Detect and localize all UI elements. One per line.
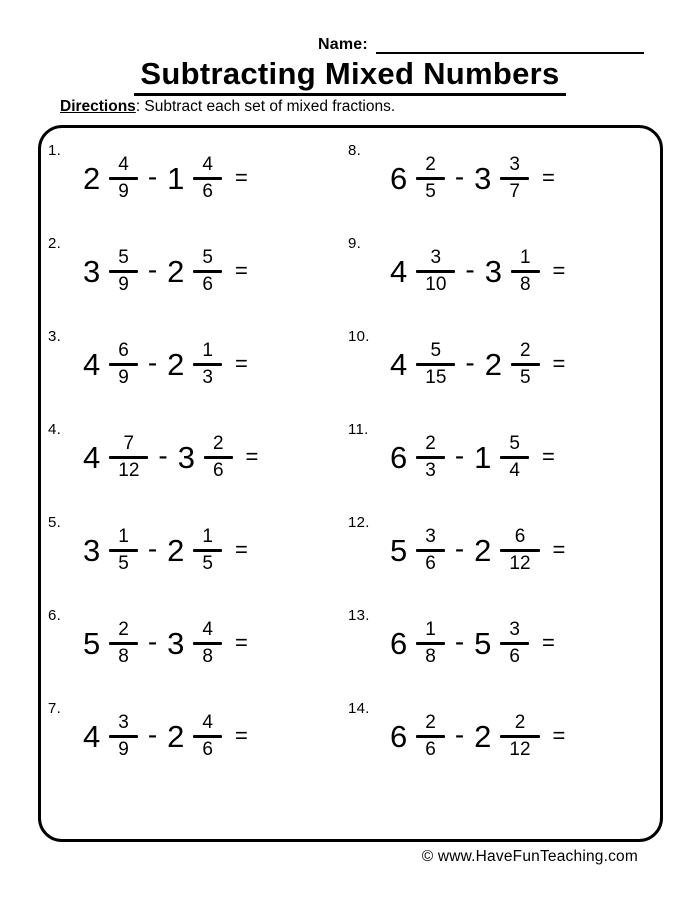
- whole-number-first: 6: [390, 626, 408, 661]
- numerator-second: 2: [212, 433, 224, 455]
- name-blank-line[interactable]: [376, 38, 644, 54]
- problem-number: 14.: [348, 700, 370, 717]
- fraction-bar: [511, 270, 540, 273]
- fraction-bar: [416, 363, 455, 366]
- fraction-second: [193, 155, 222, 202]
- denominator-first: 12: [118, 460, 140, 481]
- denominator-second: 6: [212, 460, 224, 481]
- problem-number: 13.: [348, 607, 370, 624]
- problem-row: [41, 318, 341, 411]
- fraction-bar: [416, 549, 445, 552]
- denominator-second: 5: [519, 367, 531, 388]
- numerator-second: 1: [202, 526, 213, 548]
- fraction-second: [193, 713, 222, 760]
- denominator-second: 6: [509, 646, 520, 667]
- fraction-bar: [193, 177, 222, 180]
- denominator-first: 9: [118, 367, 129, 388]
- numerator-second: 1: [202, 340, 213, 362]
- numerator-second: 3: [509, 619, 520, 641]
- fraction-bar: [109, 735, 138, 738]
- fraction-first: [416, 248, 455, 295]
- denominator-first: 15: [425, 367, 447, 388]
- fraction-bar: [204, 456, 233, 459]
- name-label: Name:: [318, 36, 368, 53]
- numerator-first: 6: [118, 340, 129, 362]
- problem-number: 12.: [348, 514, 370, 531]
- minus-sign: -: [147, 625, 158, 657]
- problem-number: 7.: [48, 700, 62, 717]
- fraction-bar: [193, 363, 222, 366]
- minus-sign: -: [454, 532, 465, 564]
- problem-number: 5.: [48, 514, 62, 531]
- problem-number: 6.: [48, 607, 62, 624]
- fraction-bar: [500, 642, 529, 645]
- equals-sign: =: [552, 536, 566, 562]
- problem-row: [41, 597, 341, 690]
- whole-number-second: 3: [484, 254, 502, 289]
- numerator-first: 5: [430, 340, 442, 362]
- fraction-bar: [109, 549, 138, 552]
- numerator-second: 2: [514, 712, 526, 734]
- equals-sign: =: [552, 350, 566, 376]
- equals-sign: =: [541, 164, 555, 190]
- whole-number-first: 6: [390, 161, 408, 196]
- directions: [60, 98, 395, 116]
- whole-number-second: 2: [167, 347, 185, 382]
- whole-number-first: 3: [83, 254, 101, 289]
- footer-credit: © www.HaveFunTeaching.com: [421, 848, 638, 865]
- problem-number: 4.: [48, 421, 62, 438]
- whole-number-first: 5: [390, 533, 408, 568]
- fraction-bar: [416, 177, 445, 180]
- minus-sign: -: [158, 439, 168, 471]
- numerator-first: 2: [425, 154, 436, 176]
- whole-number-second: 2: [167, 719, 185, 754]
- fraction-second: [500, 620, 529, 667]
- denominator-first: 5: [425, 181, 436, 202]
- numerator-first: 1: [118, 526, 129, 548]
- fraction-second: [511, 341, 540, 388]
- whole-number-first: 4: [390, 254, 408, 289]
- problem-row: [41, 411, 341, 504]
- denominator-second: 12: [509, 739, 531, 760]
- numerator-first: 1: [425, 619, 436, 641]
- problem-number: 1.: [48, 142, 62, 159]
- whole-number-first: 6: [390, 719, 408, 754]
- denominator-first: 9: [118, 274, 129, 295]
- fraction-second: [500, 713, 539, 760]
- fraction-first: [109, 713, 138, 760]
- minus-sign: -: [465, 346, 475, 378]
- fraction-bar: [193, 270, 222, 273]
- denominator-second: 8: [202, 646, 213, 667]
- whole-number-first: 3: [83, 533, 101, 568]
- numerator-second: 4: [202, 154, 213, 176]
- problem-row: [41, 132, 341, 225]
- whole-number-second: 3: [177, 440, 195, 475]
- denominator-second: 12: [509, 553, 531, 574]
- fraction-second: [193, 248, 222, 295]
- problem-row: [341, 318, 660, 411]
- equals-sign: =: [234, 164, 248, 190]
- problem-row: [341, 504, 660, 597]
- name-row: [318, 36, 644, 54]
- problem-row: [341, 597, 660, 690]
- denominator-second: 6: [202, 274, 213, 295]
- fraction-first: [109, 341, 138, 388]
- page-title: Subtracting Mixed Numbers: [134, 56, 565, 96]
- whole-number-first: 6: [390, 440, 408, 475]
- fraction-second: [511, 248, 540, 295]
- denominator-first: 6: [425, 553, 436, 574]
- minus-sign: -: [147, 346, 158, 378]
- denominator-second: 3: [202, 367, 213, 388]
- problem-number: 9.: [348, 235, 362, 252]
- whole-number-first: 4: [83, 347, 101, 382]
- minus-sign: -: [454, 439, 465, 471]
- denominator-first: 6: [425, 739, 436, 760]
- fraction-second: [193, 341, 222, 388]
- fraction-second: [500, 155, 529, 202]
- denominator-first: 8: [118, 646, 129, 667]
- fraction-bar: [109, 456, 148, 459]
- fraction-first: [416, 434, 445, 481]
- fraction-bar: [500, 456, 529, 459]
- whole-number-second: 3: [167, 626, 185, 661]
- fraction-bar: [109, 177, 138, 180]
- fraction-second: [204, 434, 233, 481]
- equals-sign: =: [552, 257, 566, 283]
- problem-number: 8.: [348, 142, 362, 159]
- whole-number-first: 2: [83, 161, 101, 196]
- denominator-first: 9: [118, 739, 129, 760]
- fraction-second: [500, 527, 539, 574]
- equals-sign: =: [234, 722, 248, 748]
- whole-number-second: 3: [474, 161, 492, 196]
- whole-number-first: 4: [83, 440, 101, 475]
- denominator-first: 10: [425, 274, 447, 295]
- fraction-first: [416, 713, 445, 760]
- fraction-bar: [511, 363, 540, 366]
- minus-sign: -: [454, 625, 465, 657]
- fraction-bar: [109, 270, 138, 273]
- fraction-bar: [500, 549, 539, 552]
- fraction-first: [416, 527, 445, 574]
- denominator-first: 3: [425, 460, 436, 481]
- equals-sign: =: [552, 722, 566, 748]
- denominator-second: 4: [509, 460, 520, 481]
- fraction-first: [109, 527, 138, 574]
- equals-sign: =: [234, 629, 248, 655]
- whole-number-second: 1: [167, 161, 185, 196]
- denominator-first: 9: [118, 181, 129, 202]
- fraction-bar: [416, 642, 445, 645]
- numerator-second: 5: [202, 247, 213, 269]
- title-wrap: [0, 56, 700, 96]
- equals-sign: =: [234, 350, 248, 376]
- numerator-first: 2: [118, 619, 129, 641]
- whole-number-second: 2: [167, 254, 185, 289]
- numerator-second: 5: [509, 433, 520, 455]
- numerator-first: 3: [425, 526, 436, 548]
- problem-row: [341, 225, 660, 318]
- fraction-second: [193, 620, 222, 667]
- problems-column-right: [341, 128, 660, 839]
- numerator-first: 3: [118, 712, 129, 734]
- equals-sign: =: [541, 443, 555, 469]
- equals-sign: =: [234, 257, 248, 283]
- numerator-first: 3: [430, 247, 442, 269]
- fraction-first: [416, 341, 455, 388]
- equals-sign: =: [541, 629, 555, 655]
- fraction-first: [109, 155, 138, 202]
- problem-row: [41, 504, 341, 597]
- denominator-second: 6: [202, 181, 213, 202]
- problem-row: [341, 132, 660, 225]
- problem-row: [41, 690, 341, 783]
- problem-row: [341, 690, 660, 783]
- fraction-bar: [500, 735, 539, 738]
- numerator-second: 4: [202, 619, 213, 641]
- whole-number-second: 1: [474, 440, 492, 475]
- minus-sign: -: [147, 532, 158, 564]
- equals-sign: =: [234, 536, 248, 562]
- fraction-first: [109, 620, 138, 667]
- whole-number-second: 2: [474, 719, 492, 754]
- denominator-second: 5: [202, 553, 213, 574]
- directions-label: Directions: [60, 98, 136, 115]
- fraction-bar: [416, 735, 445, 738]
- problem-number: 2.: [48, 235, 62, 252]
- fraction-bar: [416, 456, 445, 459]
- whole-number-first: 4: [83, 719, 101, 754]
- denominator-second: 8: [519, 274, 531, 295]
- denominator-first: 8: [425, 646, 436, 667]
- minus-sign: -: [454, 160, 465, 192]
- denominator-first: 5: [118, 553, 129, 574]
- whole-number-first: 5: [83, 626, 101, 661]
- fraction-bar: [500, 177, 529, 180]
- numerator-first: 2: [425, 712, 436, 734]
- numerator-first: 5: [118, 247, 129, 269]
- fraction-first: [416, 155, 445, 202]
- minus-sign: -: [147, 718, 158, 750]
- numerator-first: 7: [123, 433, 135, 455]
- numerator-second: 6: [514, 526, 526, 548]
- problem-row: [41, 225, 341, 318]
- whole-number-first: 4: [390, 347, 408, 382]
- problem-number: 3.: [48, 328, 62, 345]
- problem-row: [341, 411, 660, 504]
- problems-box: [38, 125, 663, 842]
- numerator-second: 1: [519, 247, 531, 269]
- fraction-first: [109, 248, 138, 295]
- problem-number: 11.: [348, 421, 369, 438]
- numerator-second: 4: [202, 712, 213, 734]
- equals-sign: =: [245, 443, 259, 469]
- fraction-bar: [193, 549, 222, 552]
- minus-sign: -: [147, 253, 158, 285]
- problems-column-left: [41, 128, 341, 839]
- fraction-second: [500, 434, 529, 481]
- numerator-first: 2: [425, 433, 436, 455]
- fraction-bar: [193, 642, 222, 645]
- whole-number-second: 2: [484, 347, 502, 382]
- numerator-second: 2: [519, 340, 531, 362]
- minus-sign: -: [454, 718, 465, 750]
- fraction-bar: [109, 363, 138, 366]
- fraction-first: [416, 620, 445, 667]
- fraction-second: [193, 527, 222, 574]
- directions-text: : Subtract each set of mixed fractions.: [135, 98, 396, 115]
- problem-number: 10.: [348, 328, 370, 345]
- fraction-first: [109, 434, 148, 481]
- fraction-bar: [193, 735, 222, 738]
- whole-number-second: 2: [167, 533, 185, 568]
- denominator-second: 6: [202, 739, 213, 760]
- minus-sign: -: [465, 253, 475, 285]
- fraction-bar: [416, 270, 455, 273]
- numerator-first: 4: [118, 154, 129, 176]
- whole-number-second: 2: [474, 533, 492, 568]
- numerator-second: 3: [509, 154, 520, 176]
- whole-number-second: 5: [474, 626, 492, 661]
- denominator-second: 7: [509, 181, 520, 202]
- minus-sign: -: [147, 160, 158, 192]
- fraction-bar: [109, 642, 138, 645]
